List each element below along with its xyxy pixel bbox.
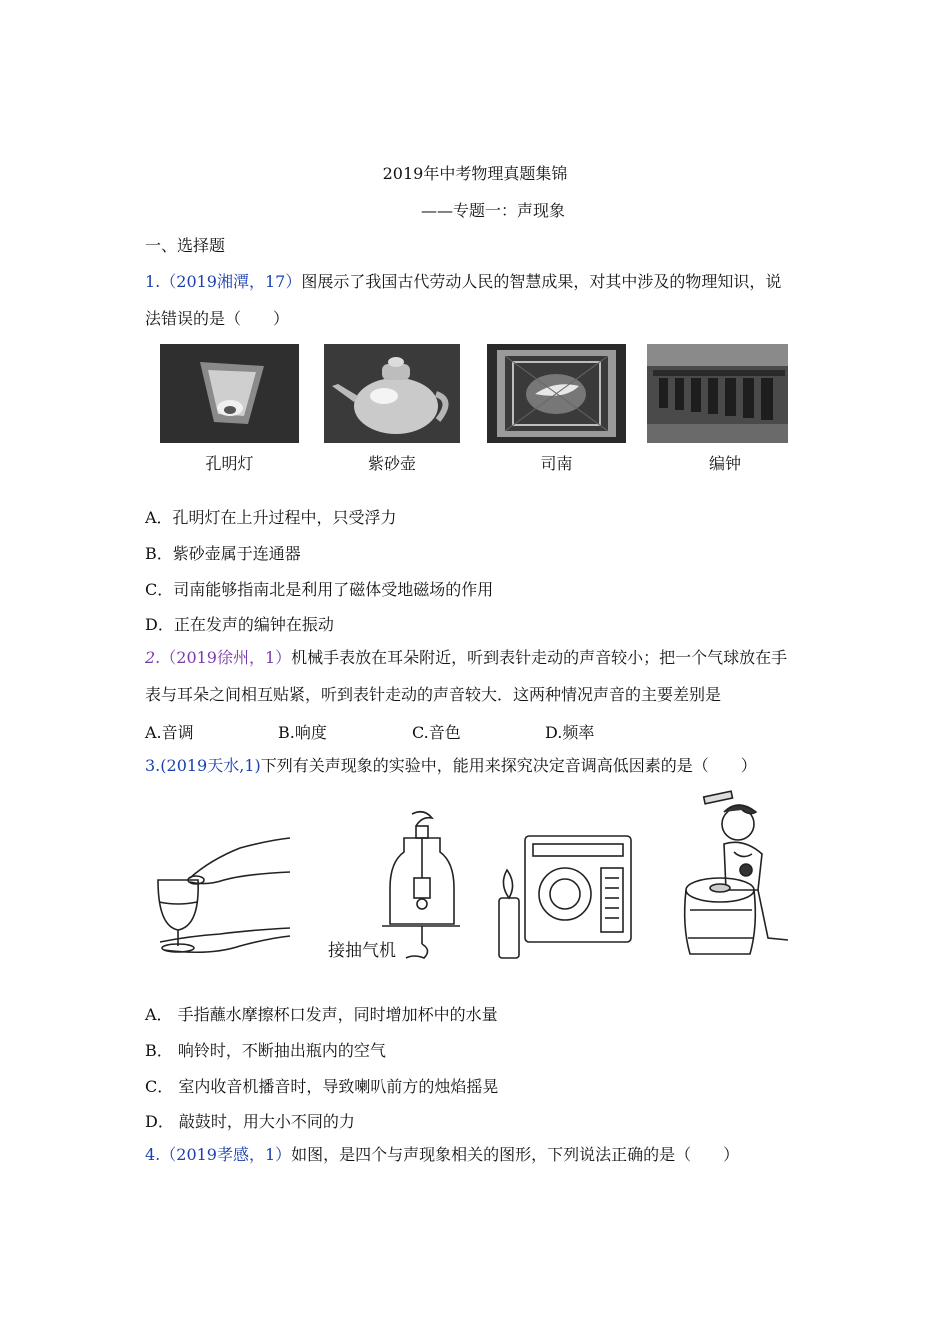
zisha-teapot-photo — [324, 344, 460, 443]
caption-bianzhong: 编钟 — [708, 454, 741, 473]
question-1-option-a: A．孔明灯在上升过程中，只受浮力 — [145, 508, 397, 527]
question-4-text: 如图，是四个与声现象相关的图形，下列说法正确的是（ ） — [291, 1145, 740, 1164]
wine-glass-figure — [150, 830, 292, 960]
document-subtitle: ——专题一：声现象 — [420, 201, 565, 220]
question-1-text: 图展示了我国古代劳动人民的智慧成果，对其中涉及的物理知识，说 — [301, 272, 782, 291]
document-title: 2019年中考物理真题集锦 — [382, 164, 568, 183]
kongming-lantern-photo — [160, 344, 299, 443]
question-3-number: 3. — [145, 756, 161, 775]
radio-candle-figure — [495, 822, 637, 962]
question-1-option-c: C．司南能够指南北是利用了磁体受地磁场的作用 — [145, 580, 494, 599]
caption-zisha-teapot: 紫砂壶 — [367, 454, 416, 473]
bianzhong-bells-photo — [647, 344, 788, 443]
drummer-figure — [664, 790, 794, 970]
caption-kongming-lantern: 孔明灯 — [205, 454, 254, 473]
question-3-text: 下列有关声现象的实验中，能用来探究决定音调高低因素的是（ ） — [260, 756, 757, 775]
question-4-source: （2019孝感，1） — [160, 1145, 292, 1164]
question-2-option-d: D.频率 — [545, 723, 595, 742]
question-1-number: 1. — [145, 272, 161, 291]
question-2-line-1 — [145, 648, 787, 668]
question-3-option-a: A． 手指蘸水摩擦杯口发声，同时增加杯中的水量 — [145, 1005, 498, 1024]
question-2-number: 2. — [145, 648, 161, 667]
question-3-line-1 — [145, 756, 757, 776]
question-2-option-a: A.音调 — [145, 723, 194, 742]
question-3-source: (2019天水,1) — [160, 756, 261, 775]
question-2-option-b: B.响度 — [278, 723, 327, 742]
section-heading: 一、选择题 — [145, 236, 226, 255]
question-4-line-1 — [145, 1145, 739, 1165]
caption-sinan: 司南 — [540, 454, 573, 473]
question-1-option-b: B．紫砂壶属于连通器 — [145, 544, 301, 563]
question-3-option-d: D． 敲鼓时，用大小不同的力 — [145, 1112, 355, 1131]
question-2-source: （2019徐州，1） — [160, 648, 292, 667]
question-2-line-2: 表与耳朵之间相互贴紧，听到表针走动的声音较大．这两种情况声音的主要差别是 — [145, 685, 722, 704]
question-1-line-2: 法错误的是（ ） — [145, 309, 290, 328]
question-4-number: 4. — [145, 1145, 161, 1164]
question-2-text: 机械手表放在耳朵附近，听到表针走动的声音较小；把一个气球放在手 — [291, 648, 788, 667]
question-1-line-1 — [145, 272, 781, 292]
question-1-option-d: D．正在发声的编钟在振动 — [145, 615, 334, 634]
pump-label: 接抽气机 — [328, 941, 396, 961]
question-3-option-b: B． 响铃时，不断抽出瓶内的空气 — [145, 1041, 386, 1060]
question-3-option-c: C． 室内收音机播音时，导致喇叭前方的烛焰摇晃 — [145, 1077, 499, 1096]
question-1-source: （2019湘潭，17） — [160, 272, 302, 291]
question-2-option-c: C.音色 — [412, 723, 461, 742]
sinan-compass-photo — [487, 344, 626, 443]
